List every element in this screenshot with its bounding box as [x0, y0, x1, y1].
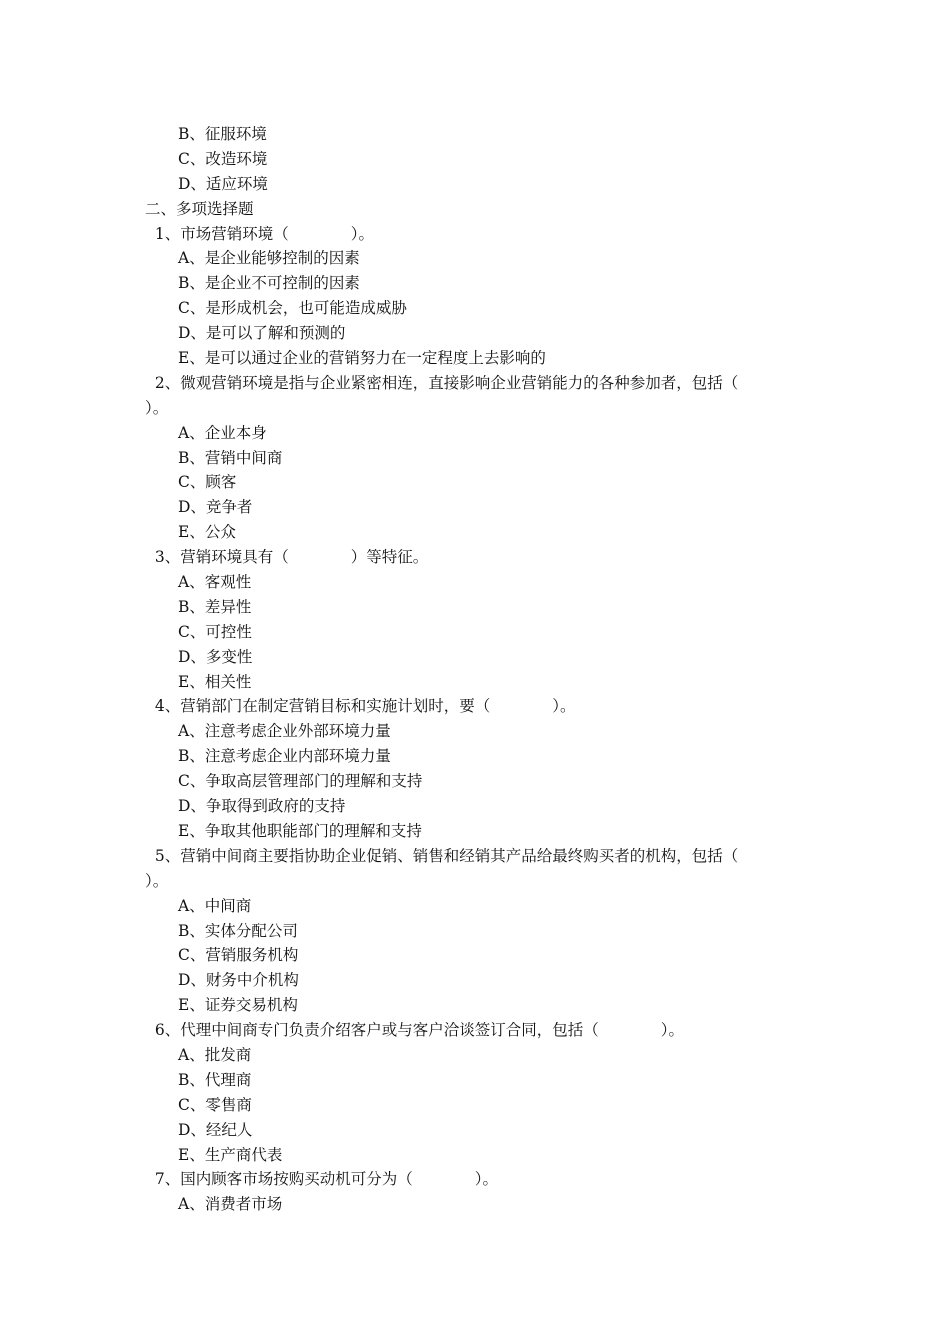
question-text: 6、代理中间商专门负责介绍客户或与客户洽谈签订合同，包括（ ）。 [150, 1021, 685, 1040]
answer-option: B、注意考虑企业内部环境力量 [178, 747, 391, 766]
answer-option: D、多变性 [178, 647, 253, 666]
answer-option: A、批发商 [178, 1045, 252, 1064]
answer-option: A、客观性 [178, 573, 252, 592]
question-text: 1、市场营销环境（ ）。 [150, 224, 375, 243]
question-continuation: ）。 [145, 398, 169, 417]
question-text: 2、微观营销环境是指与企业紧密相连，直接影响企业营销能力的各种参加者，包括（ [150, 373, 739, 392]
answer-option: C、可控性 [178, 622, 252, 641]
answer-option: C、营销服务机构 [178, 946, 299, 965]
answer-option: A、消费者市场 [178, 1195, 283, 1214]
answer-option: A、企业本身 [178, 423, 267, 442]
answer-option: E、生产商代表 [178, 1145, 283, 1164]
answer-option: D、适应环境 [178, 174, 268, 193]
answer-option: C、顾客 [178, 473, 237, 492]
answer-option: E、是可以通过企业的营销努力在一定程度上去影响的 [178, 349, 546, 368]
question-text: 5、营销中间商主要指协助企业促销、销售和经销其产品给最终购买者的机构，包括（ [150, 846, 739, 865]
answer-option: A、注意考虑企业外部环境力量 [178, 722, 391, 741]
answer-option: D、经纪人 [178, 1120, 253, 1139]
question-text: 4、营销部门在制定营销目标和实施计划时，要（ ）。 [150, 697, 576, 716]
answer-option: E、争取其他职能部门的理解和支持 [178, 821, 422, 840]
document-page [0, 122, 950, 1217]
question-text: 7、国内顾客市场按购买动机可分为（ ）。 [150, 1170, 499, 1189]
answer-option: B、征服环境 [178, 125, 267, 143]
answer-option: E、相关性 [178, 672, 252, 691]
answer-option: D、竞争者 [178, 498, 253, 517]
answer-option: B、是企业不可控制的因素 [178, 274, 360, 293]
question-text: 3、营销环境具有（ ）等特征。 [150, 548, 429, 567]
answer-option: E、公众 [178, 523, 236, 542]
section-heading: 二、多项选择题 [145, 199, 254, 218]
answer-option: A、是企业能够控制的因素 [178, 249, 360, 268]
answer-option: C、零售商 [178, 1095, 252, 1114]
answer-option: C、是形成机会，也可能造成威胁 [178, 299, 407, 318]
answer-option: B、营销中间商 [178, 448, 283, 467]
answer-option: D、是可以了解和预测的 [178, 324, 346, 343]
answer-option: B、代理商 [178, 1070, 252, 1089]
answer-option: D、争取得到政府的支持 [178, 797, 346, 816]
answer-option: E、证券交易机构 [178, 996, 298, 1015]
question-continuation: ）。 [145, 871, 169, 890]
answer-option: D、财务中介机构 [178, 971, 299, 990]
answer-option: A、中间商 [178, 896, 252, 915]
answer-option: C、改造环境 [178, 149, 268, 168]
answer-option: C、争取高层管理部门的理解和支持 [178, 772, 423, 791]
answer-option: B、差异性 [178, 597, 252, 616]
answer-option: B、实体分配公司 [178, 921, 298, 940]
